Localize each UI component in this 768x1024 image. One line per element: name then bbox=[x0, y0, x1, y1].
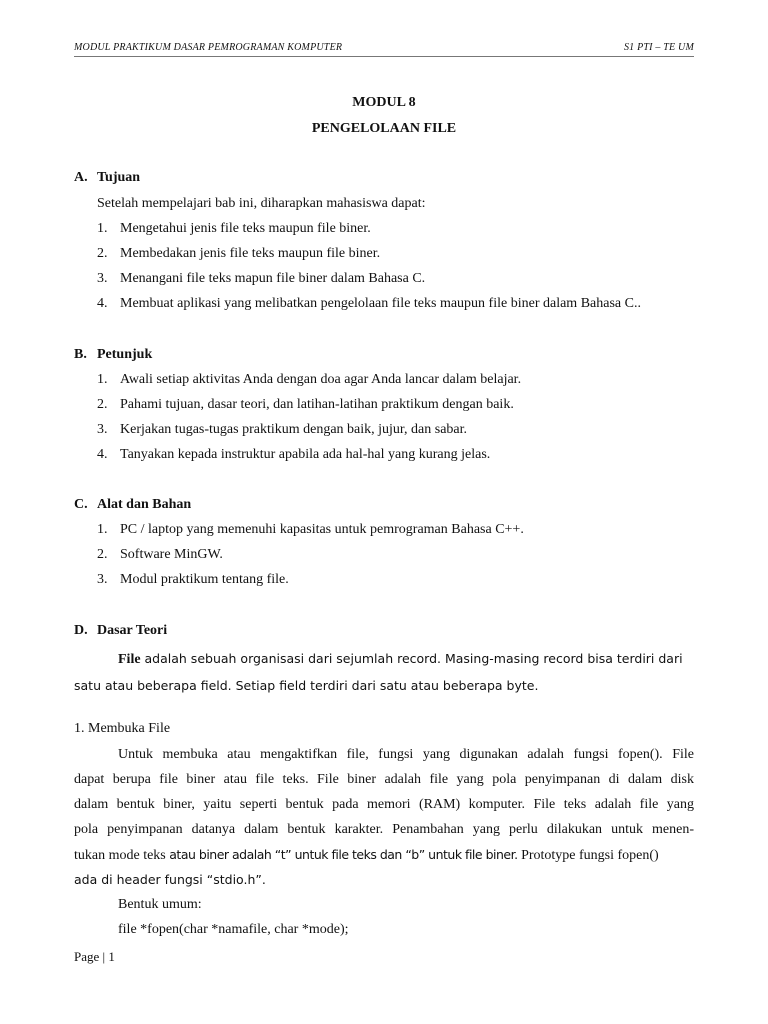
paragraph-line: pola penyimpanan datanya dalam bentuk karakter. Penambahan yang perlu dilakukan untuk menen- bbox=[74, 822, 694, 837]
file-term: File bbox=[118, 652, 141, 667]
section-a-title: Tujuan bbox=[97, 170, 141, 185]
section-d-title: Dasar Teori bbox=[97, 623, 168, 638]
list-item: 1. Awali setiap aktivitas Anda dengan doa agar Anda lancar dalam belajar. bbox=[97, 372, 522, 387]
list-item: 2. Membedakan jenis file teks maupun file biner. bbox=[97, 246, 381, 261]
section-b-heading bbox=[74, 347, 152, 363]
list-item: 4. Tanyakan kepada instruktur apabila ada hal-hal yang kurang jelas. bbox=[97, 447, 491, 462]
subsection-heading: 1. Membuka File bbox=[74, 721, 171, 736]
list-item: 1. PC / laptop yang memenuhi kapasitas untuk pemrograman Bahasa C++. bbox=[97, 522, 524, 537]
page-number: Page | 1 bbox=[74, 949, 115, 964]
section-b-title: Petunjuk bbox=[97, 347, 153, 362]
list-item: 3. Menangani file teks mapun file biner dalam Bahasa C. bbox=[97, 271, 426, 286]
section-a-letter: A. bbox=[74, 170, 88, 185]
section-b-letter: B. bbox=[74, 347, 87, 362]
paragraph-line: dalam bentuk biner, yaitu seperti bentuk pada memori (RAM) komputer. File teks adalah file yang bbox=[74, 797, 694, 812]
section-c-letter: C. bbox=[74, 497, 88, 512]
paragraph-line: dapat berupa file biner atau file teks. File biner adalah file yang pola penyimpanan di dalam disk bbox=[74, 772, 694, 787]
list-item: 3. Kerjakan tugas-tugas praktikum dengan baik, jujur, dan sabar. bbox=[97, 422, 468, 437]
section-d-heading bbox=[74, 623, 167, 639]
paragraph-line: tukan mode teks atau biner adalah “t” untuk file teks dan “b” untuk file biner. Prototype fungsi fopen() bbox=[74, 847, 659, 863]
general-form-label: Bentuk umum: bbox=[118, 897, 202, 912]
section-c-heading bbox=[74, 497, 191, 513]
header-rule bbox=[74, 56, 694, 57]
section-c-title: Alat dan Bahan bbox=[97, 497, 192, 512]
module-title: PENGELOLAAN FILE bbox=[311, 121, 457, 136]
module-number: MODUL 8 bbox=[352, 95, 416, 110]
list-item: 2. Software MinGW. bbox=[97, 547, 223, 562]
list-item: 4. Membuat aplikasi yang melibatkan pengelolaan file teks maupun file biner dalam Bahasa C.. bbox=[97, 296, 641, 311]
list-item: 1. Mengetahui jenis file teks maupun file biner. bbox=[97, 221, 371, 236]
list-item: 3. Modul praktikum tentang file. bbox=[97, 572, 289, 587]
running-header-right: S1 PTI – TE UM bbox=[623, 42, 694, 53]
paragraph-line: Untuk membuka atau mengaktifkan file, fungsi yang digunakan adalah fungsi fopen(). File bbox=[118, 747, 694, 762]
list-item: 2. Pahami tujuan, dasar teori, dan latihan-latihan praktikum dengan baik. bbox=[97, 397, 514, 412]
running-header-left: MODUL PRAKTIKUM DASAR PEMROGRAMAN KOMPUTER bbox=[74, 42, 343, 53]
section-a-intro: Setelah mempelajari bab ini, diharapkan mahasiswa dapat: bbox=[97, 196, 426, 211]
theory-paragraph-line: File adalah sebuah organisasi dari sejumlah record. Masing-masing record bisa terdiri dari bbox=[118, 651, 683, 667]
paragraph-line: ada di header fungsi “stdio.h”. bbox=[74, 872, 266, 887]
section-d-letter: D. bbox=[74, 623, 88, 638]
theory-paragraph-line: satu atau beberapa field. Setiap field terdiri dari satu atau beberapa byte. bbox=[74, 678, 539, 693]
code-prototype: file *fopen(char *namafile, char *mode); bbox=[118, 922, 349, 937]
section-a-heading bbox=[74, 170, 140, 186]
